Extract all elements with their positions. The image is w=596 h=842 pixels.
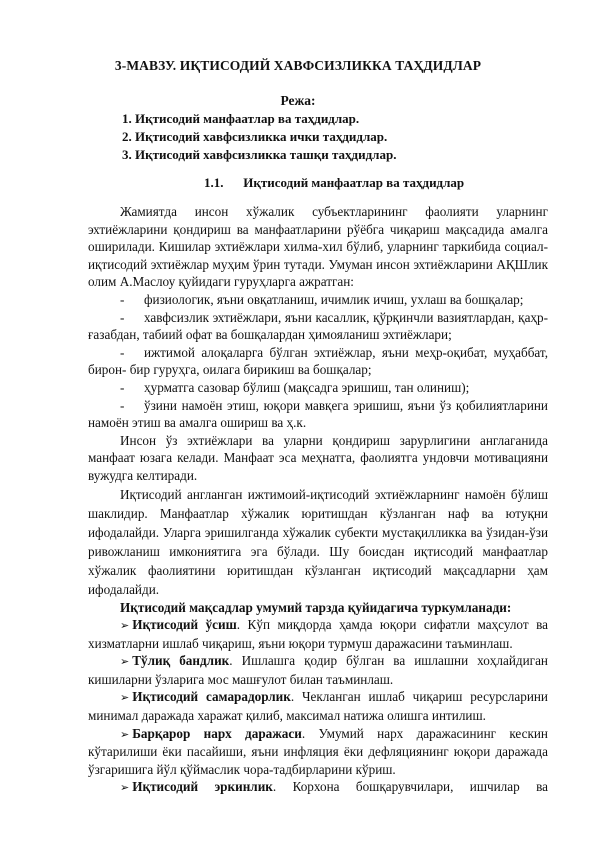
goal-term: Барқарор нарх даражаси xyxy=(132,725,302,741)
list-item: - ҳурматга сазовар бўлиш (мақсадга эришиш, тан олиниш); xyxy=(120,379,470,395)
goal-term: Иқтисодий эркинлик xyxy=(132,779,273,795)
paragraph: Жамиятда инсон хўжалик субъектларининг фаолияти уларнинг эхтиёжларини қондириш ва манфаатларини рўёбга чиқариш мақсадида амалга оширилади. Кишилар эхтиёжлари хилма-хил бўлиб, уларнинг таркибида социал-иқтисодий эхтиёжлар муҳим ўрин тутади. Умуман инсон эхтиёжларини АҚШлик олим А.Маслоу қуйидаги гуруҳларга ажратган: xyxy=(88,204,548,290)
section-title: Иқтисодий манфаатлар ва таҳдидлар xyxy=(243,175,465,190)
goal-text: . Ишлашга қодир бўлган ва ишлашни хоҳлайдиган кишиларни ўзларига мос машғулот билан таъминлаш. xyxy=(88,653,548,687)
section-number: 1.1. xyxy=(204,175,224,190)
arrow-bullet-icon: ➢ xyxy=(120,727,130,741)
document-title: 3-МАВЗУ. ИҚТИСОДИЙ ХАВФСИЗЛИККА ТАҲДИДЛАР xyxy=(114,58,482,73)
goal-item xyxy=(88,616,548,652)
goals-heading: Иқтисодий мақсадлар умумий тарзда қуйидагича туркумланади: xyxy=(120,599,512,615)
goal-item xyxy=(88,725,548,779)
goal-item xyxy=(88,688,548,724)
arrow-bullet-icon: ➢ xyxy=(120,781,130,795)
goal-term: Тўлиқ бандлик xyxy=(132,653,230,669)
list-item: - ўзини намоён этиш, юқори мавқега эришиш, яъни ўз қобилиятларини намоён этиш ва амалга ошириш ва ҳ.к. xyxy=(88,397,548,431)
plan-list xyxy=(122,110,396,164)
section-heading xyxy=(204,175,464,191)
list-item-text: физиологик, яъни овқатланиш, ичимлик ичиш, ухлаш ва бошқалар; xyxy=(144,291,524,307)
body-text xyxy=(88,203,548,797)
plan-item: 3. Иқтисодий хавфсизликка ташқи таҳдидлар. xyxy=(122,147,397,162)
paragraph: Инсон ўз эхтиёжлари ва уларни қондириш зарурлигини англаганида манфаат юзага келади. Манфаат эса меҳнатга, фаолиятга ундовчи мотивацияни вужудга келтиради. xyxy=(88,432,548,483)
goal-text: . Корхона бошқарувчилари, ишчилар ва xyxy=(272,779,548,795)
goal-term: Иқтисодий самарадорлик xyxy=(132,689,291,705)
goal-item xyxy=(88,652,548,688)
plan-item: 1. Иқтисодий манфаатлар ва таҳдидлар. xyxy=(122,111,360,126)
list-item-text: ҳурматга сазовар бўлиш (мақсадга эришиш, тан олиниш); xyxy=(144,379,470,395)
list-item-text: хавфсизлик эхтиёжлари, яъни касаллик, қўрқинчли вазиятлардан, қаҳр-ғазабдан, табиий офат ва бошқалардан ҳимояланиш эхтиёжлари; xyxy=(88,309,548,343)
list-item-text: ижтимой алоқаларга бўлган эхтиёжлар, яъни меҳр-оқибат, муҳаббат, бирон- бир гуруҳга, оилага бирикиш ва бошқалар; xyxy=(88,344,548,378)
plan-heading: Режа: xyxy=(280,93,316,108)
arrow-bullet-icon: ➢ xyxy=(120,619,130,633)
plan-item: 2. Иқтисодий хавфсизликка ички таҳдидлар. xyxy=(122,129,388,144)
goal-item xyxy=(88,778,548,797)
arrow-bullet-icon: ➢ xyxy=(120,655,130,669)
goal-term: Иқтисодий ўсиш xyxy=(132,617,237,633)
paragraph: Иқтисодий англанган ижтимоий-иқтисодий эхтиёжларнинг намоён бўлиш шаклидир. Манфаатлар хўжалик юритишдан кўзланган наф ва ютуқни ифодалайди. Уларга эришилганда хўжалик субекти мустақилликка ва ўзидан-ўзи ривожланиш имкониятига эга бўлади. Шу боисдан иқтисодий манфаатлар хўжалик фаолиятини юритишдан кўзланган иқтисодий мақсадларни ҳам ифодалайди. xyxy=(88,486,548,597)
arrow-bullet-icon: ➢ xyxy=(120,691,130,705)
goal-text: . Кўп миқдорда ҳамда юқори сифатли маҳсулот ва хизматларни ишлаб чиқариш, яъни юқори турмуш даражасини таъминлаш. xyxy=(88,617,548,651)
goal-text: . Чекланган ишлаб чиқариш ресурсларини минимал даражада харажат қилиб, максимал натижа олишга интилиш. xyxy=(88,689,548,724)
goal-text: . Умумий нарх даражасининг кескин кўтарилиши ёки пасайиши, яъни инфляция ёки дефляциянинг юқори даражада ўзгаришига йўл қўймаслик чора-тадбирларини кўриш. xyxy=(88,725,548,777)
list-item-text: ўзини намоён этиш, юқори мавқега эришиш, яъни ўз қобилиятларини намоён этиш ва амалга ошириш ва ҳ.к. xyxy=(88,397,548,431)
list-item: - физиологик, яъни овқатланиш, ичимлик ичиш, ухлаш ва бошқалар; xyxy=(120,291,524,307)
list-item: - ижтимой алоқаларга бўлган эхтиёжлар, яъни меҳр-оқибат, муҳаббат, бирон- бир гуруҳга, оилага бирикиш ва бошқалар; xyxy=(88,344,548,378)
list-item: - хавфсизлик эхтиёжлари, яъни касаллик, қўрқинчли вазиятлардан, қаҳр-ғазабдан, табиий офат ва бошқалардан ҳимояланиш эхтиёжлари; xyxy=(88,309,548,343)
